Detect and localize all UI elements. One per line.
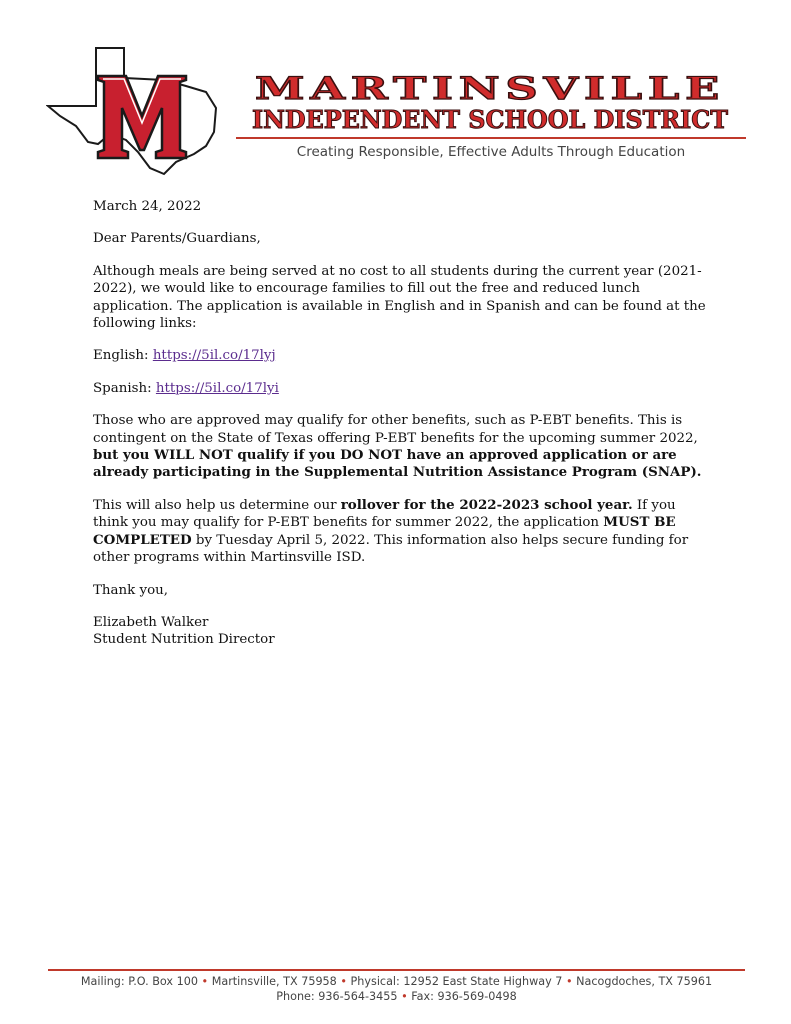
signer-name: Elizabeth Walker bbox=[93, 614, 209, 630]
paragraph-3 bbox=[93, 497, 713, 567]
para3-bold-2: MUST BE COMPLETED bbox=[93, 514, 676, 548]
english-label: English: bbox=[93, 348, 153, 364]
salutation: Dear Parents/Guardians, bbox=[93, 231, 261, 247]
footer-fax: Fax: 936-569-0498 bbox=[411, 990, 517, 1003]
bullet-icon: • bbox=[340, 975, 347, 988]
footer-physical: Physical: 12952 East State Highway 7 bbox=[350, 975, 563, 988]
footer-address-line bbox=[48, 974, 745, 989]
para3-bold-1: rollover for the 2022-2023 school year. bbox=[340, 496, 633, 513]
spanish-line bbox=[93, 380, 713, 397]
district-title-line2 bbox=[250, 104, 730, 134]
spanish-label: Spanish: bbox=[93, 380, 156, 396]
district-logo bbox=[46, 46, 226, 176]
letter-date: March 24, 2022 bbox=[93, 199, 202, 214]
title-line2-text: INDEPENDENT SCHOOL DISTRICT bbox=[252, 105, 729, 134]
para3-text-c: by Tuesday April 5, 2022. This information also helps secure funding for other programs within Martinsville ISD. bbox=[93, 532, 689, 566]
footer-contact-line bbox=[48, 989, 745, 1004]
footer-city1: Martinsville, TX 75958 bbox=[211, 975, 337, 988]
letter-body bbox=[93, 198, 713, 649]
signature-block bbox=[93, 614, 713, 649]
para2-bold: but you WILL NOT qualify if you DO NOT have an approved application or are already participating in the Supplemental Nutrition Assistance Program (SNAP). bbox=[93, 447, 702, 481]
closing: Thank you, bbox=[93, 582, 169, 598]
footer bbox=[48, 974, 745, 1004]
tagline: Creating Responsible, Effective Adults Through Education bbox=[296, 144, 686, 160]
paragraph-2 bbox=[93, 412, 713, 482]
paragraph-1: Although meals are being served at no cost to all students during the current year (2021-2022), we would like to encourage families to fill out the free and reduced lunch application. The application is available in English and in Spanish and can be found at the following links: bbox=[93, 263, 706, 332]
title-line1-text: MARTINSVILLE bbox=[255, 72, 725, 104]
footer-phone: Phone: 936-564-3455 bbox=[276, 990, 398, 1003]
para3-text-b: If you think you may qualify for P-EBT benefits for summer 2022, the application bbox=[93, 497, 676, 531]
english-line bbox=[93, 347, 713, 364]
bullet-icon: • bbox=[201, 975, 209, 988]
footer-mailing: Mailing: P.O. Box 100 bbox=[80, 975, 198, 988]
english-link[interactable]: https://5il.co/17lyj bbox=[152, 348, 276, 364]
spanish-link[interactable]: https://5il.co/17lyi bbox=[155, 380, 279, 396]
footer-city2: Nacogdoches, TX 75961 bbox=[576, 975, 713, 988]
district-title-line1 bbox=[250, 72, 730, 104]
para3-text-a: This will also help us determine our bbox=[93, 497, 341, 513]
bullet-icon: • bbox=[401, 990, 408, 1003]
signer-title: Student Nutrition Director bbox=[93, 632, 275, 648]
letterhead bbox=[0, 0, 791, 190]
para2-text: Those who are approved may qualify for other benefits, such as P-EBT benefits. This is contingent on the State of Texas offering P-EBT benefits for the upcoming summer 2022, bbox=[93, 413, 698, 446]
header-divider bbox=[236, 137, 746, 139]
footer-divider bbox=[48, 969, 745, 971]
bullet-icon: • bbox=[565, 975, 573, 988]
